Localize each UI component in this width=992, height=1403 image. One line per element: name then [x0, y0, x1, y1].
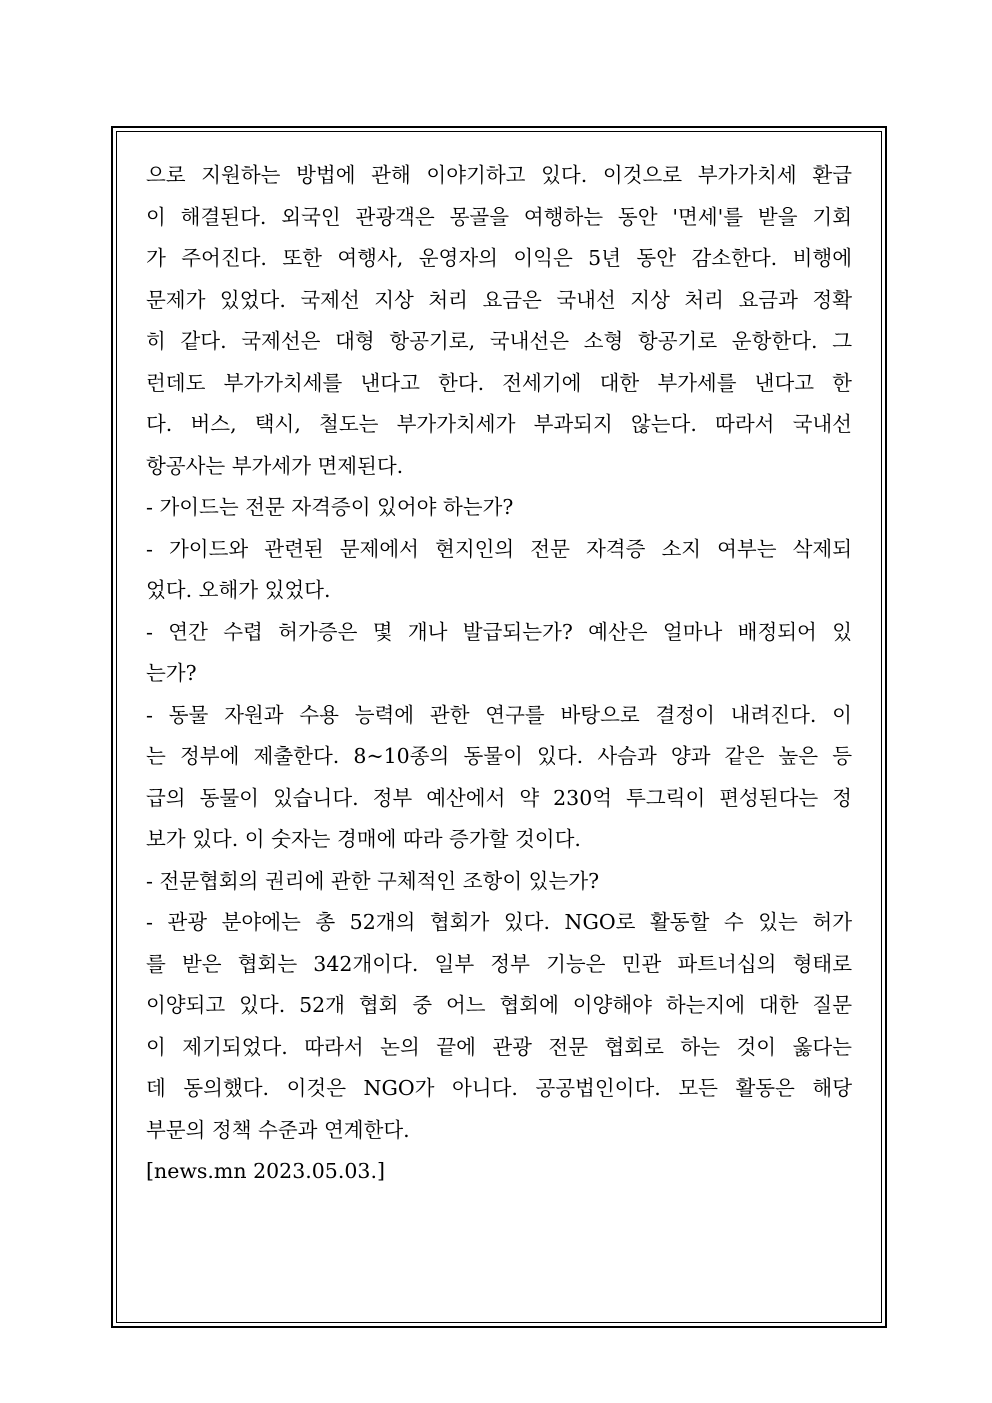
text-line: 데 동의했다. 이것은 NGO가 아니다. 공공법인이다. 모든 활동은 해당	[146, 1076, 852, 1100]
document-body	[146, 155, 852, 1193]
text-line: 를 받은 협회는 342개이다. 일부 정부 기능은 민관 파트너십의 형태로	[146, 951, 852, 976]
text-line: 히 같다. 국제선은 대형 항공기로, 국내선은 소형 항공기로 운항한다. 그	[146, 329, 852, 353]
answer-line: - 관광 분야에는 총 52개의 협회가 있다. NGO로 활동할 수 있는 허가	[146, 910, 852, 934]
text-line: 으로 지원하는 방법에 관해 이야기하고 있다. 이것으로 부가가치세 환급	[146, 163, 852, 187]
text-line: 이 해결된다. 외국인 관광객은 몽골을 여행하는 동안 '면세'를 받을 기회	[146, 204, 852, 229]
text-line: 다. 버스, 택시, 철도는 부가가치세가 부과되지 않는다. 따라서 국내선	[146, 412, 852, 436]
answer-line: - 동물 자원과 수용 능력에 관한 연구를 바탕으로 결정이 내려진다. 이	[146, 702, 852, 727]
text-line: 런데도 부가가치세를 낸다고 한다. 전세기에 대한 부가세를 낸다고 한	[146, 370, 852, 395]
text-line: 급의 동물이 있습니다. 정부 예산에서 약 230억 투그릭이 편성된다는 정	[146, 785, 852, 810]
source-citation: [news.mn 2023.05.03.]	[146, 1159, 385, 1183]
text-line: 는가?	[146, 661, 197, 685]
text-line: 문제가 있었다. 국제선 지상 처리 요금은 국내선 지상 처리 요금과 정확	[146, 287, 852, 312]
text-line: 었다. 오해가 있었다.	[146, 578, 331, 602]
answer-line: - 가이드와 관련된 문제에서 현지인의 전문 자격증 소지 여부는 삭제되	[146, 536, 852, 561]
text-line: 는 정부에 제출한다. 8~10종의 동물이 있다. 사슴과 양과 같은 높은 등	[146, 744, 852, 768]
text-line: 이 제기되었다. 따라서 논의 끝에 관광 전문 협회로 하는 것이 옳다는	[146, 1034, 852, 1059]
text-line: 보가 있다. 이 숫자는 경매에 따라 증가할 것이다.	[146, 827, 581, 851]
text-line: 부문의 정책 수준과 연계한다.	[146, 1117, 410, 1142]
text-line: 가 주어진다. 또한 여행사, 운영자의 이익은 5년 동안 감소한다. 비행에	[146, 246, 852, 270]
question-line: - 전문협회의 권리에 관한 구체적인 조항이 있는가?	[146, 868, 600, 893]
question-line: - 연간 수렵 허가증은 몇 개나 발급되는가? 예산은 얼마나 배정되어 있	[146, 619, 852, 644]
text-line: 항공사는 부가세가 면제된다.	[146, 453, 404, 478]
text-line: 이양되고 있다. 52개 협회 중 어느 협회에 이양해야 하는지에 대한 질문	[146, 993, 852, 1017]
question-line: - 가이드는 전문 자격증이 있어야 하는가?	[146, 495, 514, 519]
